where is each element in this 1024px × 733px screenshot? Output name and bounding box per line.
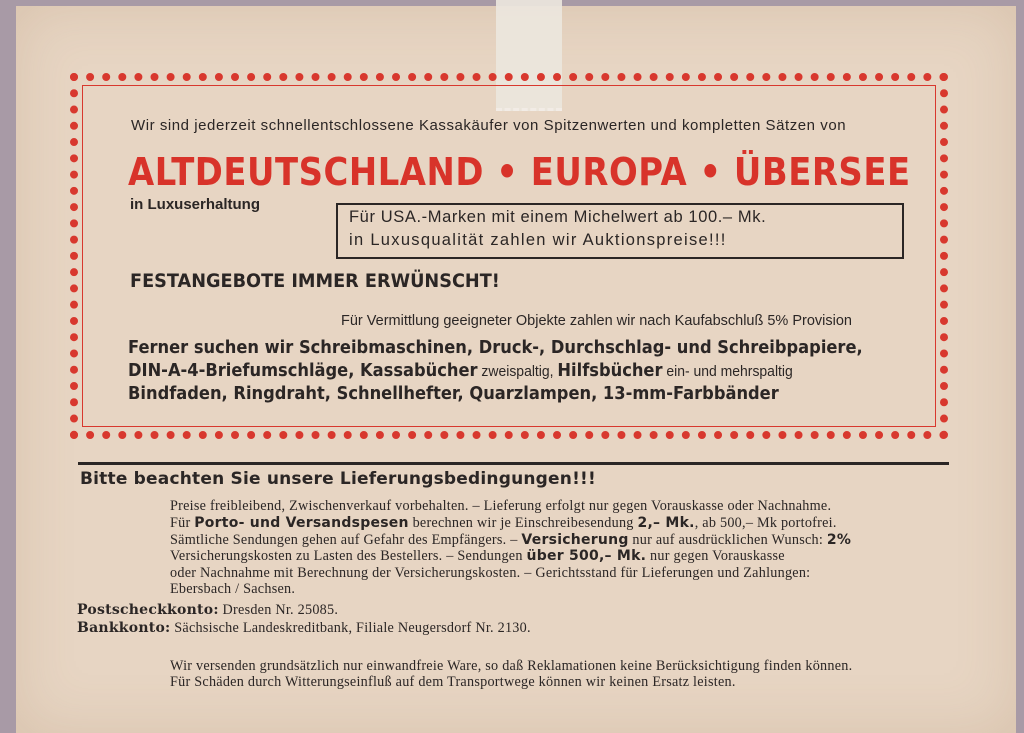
condition-text: in Luxuserhaltung: [130, 196, 261, 213]
condition-line2-a: Für: [170, 515, 195, 531]
usa-offer-line2: in Luxusqualität zahlen wir Auktionspreise!!!: [349, 231, 727, 249]
postscheck-account: [77, 602, 338, 619]
wanted-line1: Ferner suchen wir Schreibmaschinen, Druck-, Durchschlag- und Schreibpapiere,: [128, 338, 863, 358]
condition-line4-c: nur gegen Vorauskasse: [646, 548, 785, 564]
postscheck-value: Dresden Nr. 25085.: [218, 602, 339, 618]
wanted-line3: Bindfaden, Ringdraht, Schnellhefter, Quarzlampen, 13-mm-Farbbänder: [128, 384, 779, 404]
condition-line4: [170, 548, 785, 565]
condition-line6: Ebersbach / Sachsen.: [170, 581, 296, 597]
condition-line3-a: Sämtliche Sendungen gehen auf Gefahr des Empfängers. –: [170, 532, 522, 548]
condition-line2: [170, 515, 837, 532]
usa-offer-line1: Für USA.-Marken mit einem Michelwert ab 100.– Mk.: [349, 208, 767, 226]
condition-line2-b: Porto- und Versandspesen: [194, 515, 409, 531]
bank-account: [77, 620, 531, 637]
condition-line5: oder Nachnahme mit Berechnung der Versicherungskosten. – Gerichtsstand für Lieferungen und Zahlungen:: [170, 565, 811, 581]
offers-heading: FESTANGEBOTE IMMER ERWÜNSCHT!: [130, 270, 500, 292]
condition-line3-b: Versicherung: [521, 532, 629, 548]
footer-line1: Wir versenden grundsätzlich nur einwandfreie Ware, so daß Reklamationen keine Berücksichtigung finden können.: [170, 658, 853, 674]
condition-line2-e: , ab 500,– Mk portofrei.: [694, 515, 837, 531]
postscheck-label: Postscheckkonto:: [77, 602, 219, 618]
condition-line4-b: über 500,– Mk.: [526, 548, 647, 564]
wanted-line2-c: Hilfsbücher: [557, 361, 663, 381]
condition-line3-c: nur auf ausdrücklichen Wunsch:: [628, 532, 827, 548]
bank-label: Bankkonto:: [77, 620, 171, 636]
divider-rule: [78, 462, 949, 465]
wanted-line2: [128, 361, 793, 381]
condition-line3-d: 2%: [826, 532, 852, 548]
footer-line2: Für Schäden durch Witterungseinfluß auf dem Transportwege können wir keinen Ersatz leisten.: [170, 674, 736, 690]
wanted-line2-b: zweispaltig,: [477, 363, 558, 380]
condition-line4-a: Versicherungskosten zu Lasten des Bestellers. – Sendungen: [170, 548, 527, 564]
provision-text: Für Vermittlung geeigneter Objekte zahlen wir nach Kaufabschluß 5% Provision: [341, 313, 852, 329]
headline: ALTDEUTSCHLAND • EUROPA • ÜBERSEE: [128, 150, 911, 194]
intro-text: Wir sind jederzeit schnellentschlossene Kassakäufer von Spitzenwerten und kompletten Sätzen von: [131, 117, 847, 134]
wanted-line2-d: ein- und mehrspaltig: [662, 363, 793, 380]
condition-line3: [170, 532, 851, 549]
condition-line2-c: berechnen wir je Einschreibesendung: [408, 515, 638, 531]
condition-line1: Preise freibleibend, Zwischenverkauf vorbehalten. – Lieferung erfolgt nur gegen Vorauskasse oder Nachnahme.: [170, 498, 832, 514]
conditions-title: Bitte beachten Sie unsere Lieferungsbedingungen!!!: [80, 469, 596, 489]
wanted-line2-a: DIN-A-4-Briefumschläge, Kassabücher: [128, 361, 478, 381]
condition-line2-d: 2,– Mk.: [637, 515, 695, 531]
bank-value: Sächsische Landeskreditbank, Filiale Neugersdorf Nr. 2130.: [170, 620, 531, 636]
